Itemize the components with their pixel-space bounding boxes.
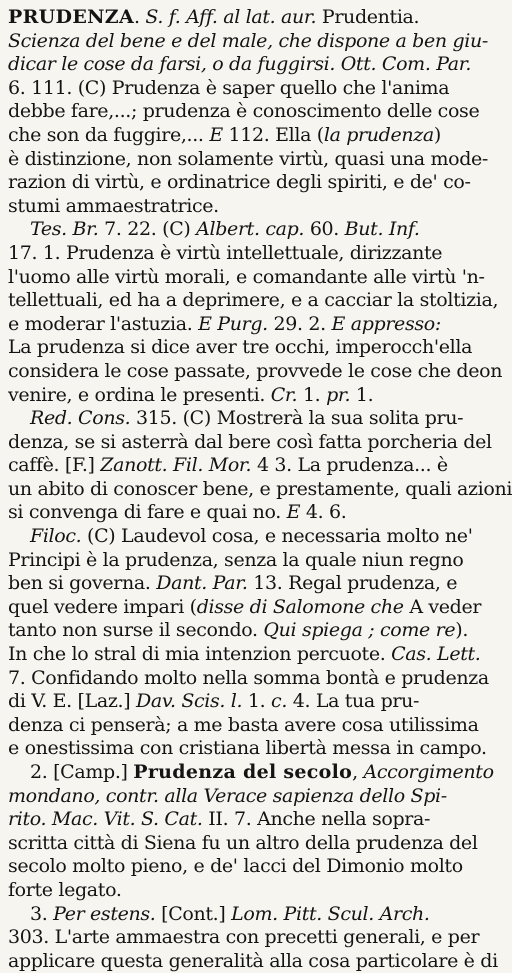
text-segment: tanto non surse il secondo.	[8, 619, 264, 642]
text-segment: Lom. Pitt. Scul. Arch.	[231, 902, 430, 925]
text-line	[8, 171, 469, 195]
text-line	[8, 384, 469, 408]
text-line	[8, 359, 503, 384]
text-line	[8, 666, 489, 691]
text-segment: caffè. [F.]	[8, 454, 101, 477]
text-segment: 1.	[350, 383, 374, 406]
text-segment: Per estens.	[53, 902, 156, 925]
text-segment: But. Inf.	[344, 218, 420, 241]
text-segment: debbe fare,...; prudenza è conoscimento delle cose	[8, 100, 480, 123]
text-segment: razion di virtù, e ordinatrice degli spiriti, e de' co-	[8, 171, 471, 194]
text-segment: un abito di conoscer bene, e prestamente, quali azioni	[8, 477, 512, 500]
text-line	[8, 53, 472, 77]
text-line	[8, 29, 488, 54]
text-line	[8, 242, 469, 266]
text-line	[8, 879, 469, 903]
text-line	[8, 785, 469, 809]
text-line	[8, 501, 469, 525]
text-segment: rito. Mac. Vit. S. Cat.	[8, 808, 203, 831]
text-segment: 4 3. La prudenza... è	[251, 454, 448, 477]
text-segment: considera le cose passate, provvede le cose che deon	[8, 359, 503, 382]
text-segment: E appresso:	[331, 312, 441, 335]
dictionary-entry-prudenza	[8, 6, 512, 973]
text-line	[8, 454, 469, 478]
text-line	[8, 430, 492, 455]
text-line	[8, 595, 482, 620]
text-segment: 315. (C) Mostrerà la sua solita pru-	[130, 407, 464, 430]
text-line	[8, 124, 469, 148]
text-segment: 1.	[297, 383, 327, 406]
text-line	[8, 336, 473, 360]
text-segment: 7. Confidando molto nella somma bontà e prudenza	[8, 666, 489, 689]
text-segment: tellettuali, ed ha a deprimere, e a cacciar la stoltizia,	[8, 289, 499, 312]
text-segment: che son da fuggire,...	[8, 123, 210, 146]
text-segment: stumi ammaestratrice.	[8, 194, 219, 217]
text-segment: )	[433, 123, 441, 146]
text-line	[8, 619, 469, 643]
text-line	[8, 549, 469, 573]
text-line	[8, 147, 488, 172]
text-segment: 1.	[242, 690, 272, 713]
text-line	[8, 761, 494, 785]
text-segment: 6. 111. (C) Prudenza è saper quello che l'anima	[8, 76, 450, 99]
text-line	[8, 525, 473, 549]
text-line	[8, 477, 512, 502]
text-line	[8, 949, 498, 973]
text-segment: si convenga di fare e quai no.	[8, 501, 287, 524]
text-segment: 17. 1. Prudenza è virtù intellettuale, dirizzante	[8, 241, 443, 264]
text-line	[8, 572, 469, 596]
text-segment: 60.	[304, 218, 345, 241]
text-segment: Qui spiega ; come re	[263, 619, 456, 642]
text-segment: E	[286, 501, 301, 524]
text-segment: forte legato.	[8, 878, 122, 901]
text-segment: Accorgimento	[363, 761, 494, 783]
text-segment: 112. Ella (	[222, 123, 324, 146]
text-segment: Red. Cons.	[30, 407, 131, 430]
text-segment: ).	[455, 619, 469, 642]
text-line	[8, 737, 487, 761]
text-segment: Cas. Lett.	[391, 643, 481, 666]
text-line	[8, 926, 480, 950]
text-line	[8, 643, 481, 667]
text-segment: Cr.	[270, 383, 298, 406]
text-segment: 13. Regal prudenza, e	[247, 572, 458, 595]
text-line	[8, 407, 469, 431]
text-segment: Prudentia.	[316, 6, 420, 28]
text-line	[8, 289, 499, 313]
text-segment: Zanott. Fil. Mor.	[100, 454, 252, 477]
text-segment: La prudenza si dice aver tre occhi, imperocch'ella	[8, 336, 473, 359]
text-segment: 4. La tua pru-	[287, 690, 420, 713]
text-line	[8, 713, 479, 738]
text-segment: e moderar l'astuzia.	[8, 312, 199, 335]
text-segment: E Purg.	[198, 312, 268, 335]
text-segment: Tes. Br.	[30, 218, 99, 241]
text-segment: denza, se si asterrà dal bere così fatta porcheria del	[8, 430, 492, 453]
text-segment: Filoc.	[30, 525, 82, 548]
text-segment: mondano, contr. alla Verace sapienza dello Spi-	[8, 784, 447, 807]
text-segment: dicar le cose da farsi, o da fuggirsi. Ott. Com. Par.	[8, 53, 472, 76]
text-line	[8, 690, 469, 714]
text-segment: secolo molto pieno, e de' lacci del Dimonio molto	[8, 855, 463, 878]
text-segment: 2. [Camp.]	[30, 761, 134, 783]
text-line	[8, 313, 469, 337]
text-segment: è distinzione, non solamente virtù, quasi una mode-	[8, 147, 488, 170]
text-segment: venire, e ordina le presenti.	[8, 383, 271, 406]
text-segment: disse di Salomone che	[196, 595, 404, 618]
text-segment: l'uomo alle virtù morali, e comandante alle virtù 'n-	[8, 265, 485, 288]
text-line	[8, 265, 485, 290]
text-line	[8, 100, 480, 124]
text-segment: .	[133, 6, 146, 28]
text-segment: II. 7. Anche nella sopra-	[202, 808, 431, 831]
text-segment: 7. 22. (C)	[98, 218, 197, 241]
text-line	[8, 195, 469, 219]
text-segment: applicare questa generalità alla cosa particolare è di	[8, 949, 498, 972]
text-segment: [Cont.]	[155, 902, 232, 925]
text-line	[8, 855, 469, 879]
text-line	[8, 218, 469, 242]
text-segment: di V. E. [Laz.]	[8, 690, 136, 713]
text-line	[8, 6, 469, 30]
text-segment: denza ci penserà; a me basta avere cosa utilissima	[8, 713, 479, 736]
text-segment: S. f. Aff. al lat. aur.	[145, 6, 317, 28]
text-segment: 3.	[30, 902, 54, 925]
text-segment: ben si governa.	[8, 572, 157, 595]
headword: Prudenza del secolo	[133, 761, 353, 783]
text-segment: la prudenza	[323, 123, 434, 146]
text-segment: scritta città di Siena fu un altro della prudenza del	[8, 831, 478, 854]
text-segment: 29. 2.	[267, 312, 332, 335]
text-segment: 4. 6.	[300, 501, 347, 524]
text-segment: e onestissima con cristiana libertà messa in campo.	[8, 737, 487, 760]
text-segment: Albert. cap.	[196, 218, 305, 241]
text-segment: In che lo stral di mia intenzion percuote.	[8, 643, 392, 666]
text-segment: Dav. Scis. l.	[135, 690, 243, 713]
text-segment: (C) Laudevol cosa, e necessaria molto ne'	[81, 525, 473, 548]
text-segment: pr.	[326, 383, 351, 406]
text-segment: quel vedere impari (	[8, 595, 197, 618]
text-line	[8, 903, 469, 927]
text-segment: E	[209, 123, 223, 146]
text-segment: Dant. Par.	[156, 572, 248, 595]
text-segment: Scienza del bene e del male, che dispone a ben giu-	[8, 29, 488, 52]
text-line	[8, 77, 469, 101]
headword: PRUDENZA	[8, 6, 134, 28]
text-segment: ,	[352, 761, 364, 783]
text-segment: 303. L'arte ammaestra con precetti generali, e per	[8, 926, 480, 949]
text-line	[8, 831, 478, 856]
text-line	[8, 808, 469, 832]
text-segment: c.	[271, 690, 288, 713]
text-segment: Principi è la prudenza, senza la quale niun regno	[8, 548, 464, 571]
text-segment: A veder	[403, 595, 482, 618]
